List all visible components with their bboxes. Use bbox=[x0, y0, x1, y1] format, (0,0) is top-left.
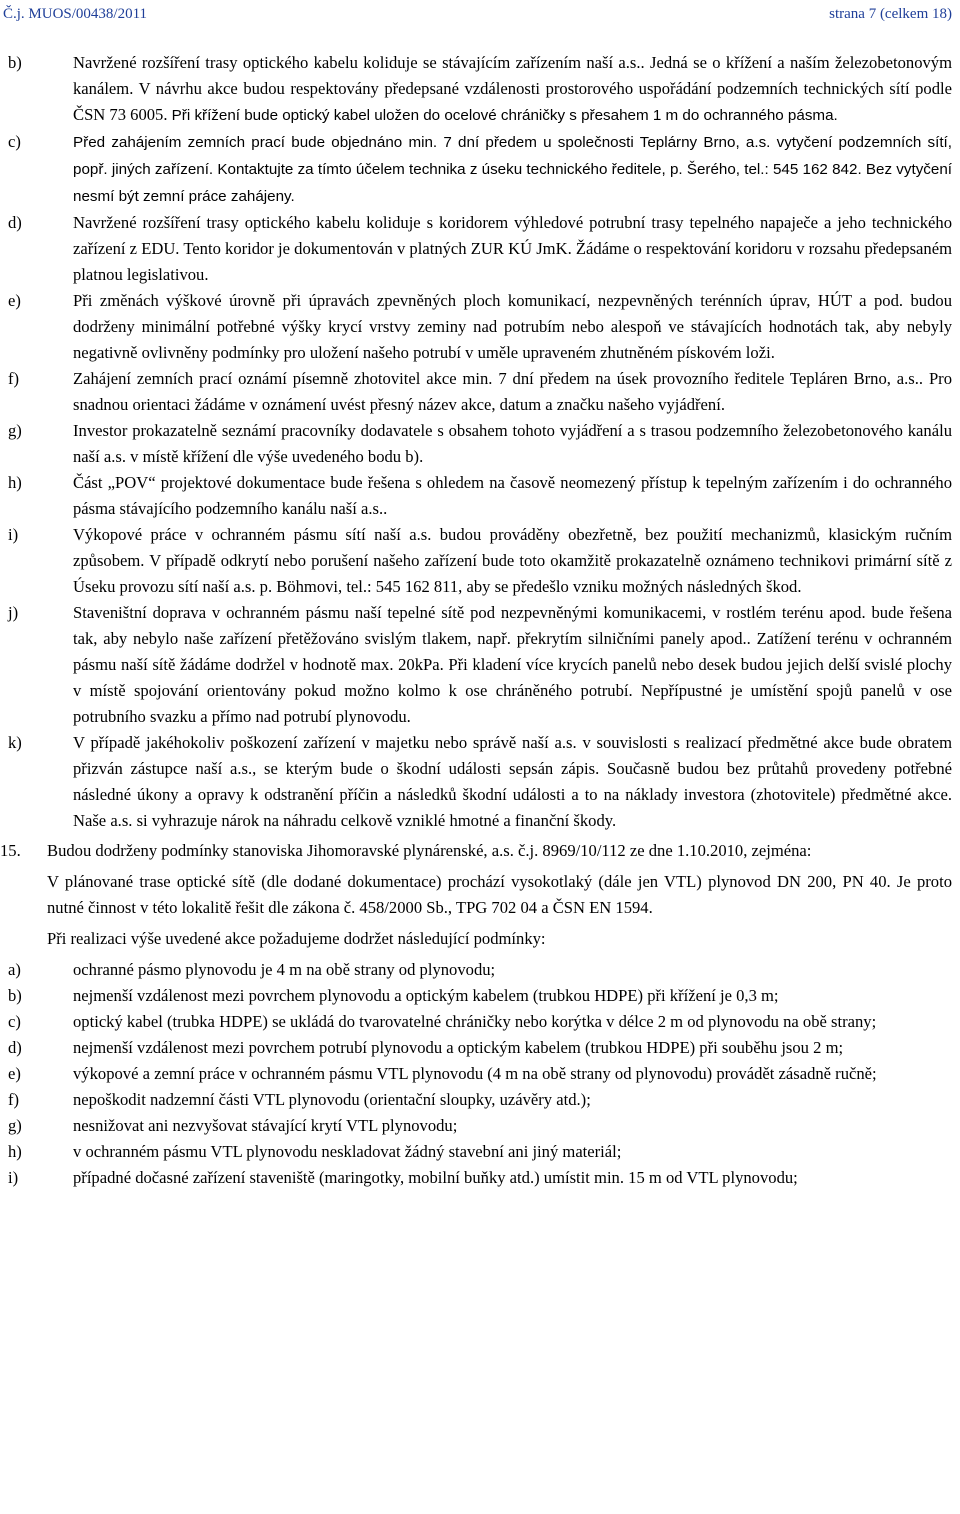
section-15 bbox=[0, 838, 960, 864]
section-number: 15. bbox=[0, 841, 21, 860]
item-label: c) bbox=[8, 1012, 21, 1031]
item-text-sans: Při křížení bude optický kabel uložen do ocelové chráničky s přesahem 1 m do ochranného pásma. bbox=[171, 107, 838, 124]
condition-item-b bbox=[0, 983, 960, 1009]
list-item-h bbox=[0, 470, 960, 522]
item-text: Výkopové práce v ochranném pásmu sítí naší a.s. budou prováděny obezřetně, bez použití mechanizmů, klasickým ručním způsobem. V případě odkrytí nebo porušení našeho zařízení bude toto okamžitě prokazatelně oznámeno technikovi primární sítě z Úseku provozu sítí naší a.s. p. Böhmovi, tel.: 545 162 811, aby se předešlo vzniku možných následných škod. bbox=[73, 525, 952, 596]
item-text: Investor prokazatelně seznámí pracovníky dodavatele s obsahem tohoto vyjádření a s trasou podzemního železobetonového kanálu naší a.s. v místě křížení dle výše uvedeného bodu b). bbox=[73, 421, 952, 466]
item-text: Zahájení zemních prací oznámí písemně zhotovitel akce min. 7 dní předem na úsek provozního ředitele Tepláren Brno, a.s.. Pro snadnou orientaci žádáme v oznámení uvést přesný název akce, datum a značku našeho vyjádření. bbox=[73, 369, 952, 414]
item-text: Před zahájením zemních prací bude objednáno min. 7 dní předem u společnosti Teplárny Brno, a.s. vytyčení podzemních sítí, popř. jiných zařízení. Kontaktujte za tímto účelem technika z úseku technického ředitele, p. Šerého, tel.: 545 162 842. Bez vytyčení nesmí být zemní práce zahájeny. bbox=[73, 134, 952, 205]
item-text: nesnižovat ani nezvyšovat stávající krytí VTL plynovodu; bbox=[73, 1116, 458, 1135]
item-text: Staveništní doprava v ochranném pásmu naší tepelné sítě pod nezpevněnými komunikacemi, v rostlém terénu apod. bude řešena tak, aby nebylo naše zařízení přetěžováno svislým tlakem, např. překrytím silničními panely apod.. Zatížení terénu v ochranném pásmu naší sítě žádáme dodržel v hodnotě max. 20kPa. Při kladení více krycích panelů nebo desek budou jejich delší svislé plochy v místě spojování orientovány pokud možno kolmo k ose chráněného potrubí. Nepřípustné je umístění spojů panelů v ose potrubního svazku a přímo nad potrubí plynovodu. bbox=[73, 603, 952, 726]
list-item-g bbox=[0, 418, 960, 470]
section-paragraph: V plánované trase optické sítě (dle dodané dokumentace) prochází vysokotlaký (dále jen VTL) plynovod DN 200, PN 40. Je proto nutné činnost v této lokalitě řešit dle zákona č. 458/2000 Sb., TPG 702 04 a ČSN EN 1594. bbox=[47, 872, 952, 917]
item-label: h) bbox=[8, 473, 22, 492]
condition-item-a bbox=[0, 957, 960, 983]
item-text: optický kabel (trubka HDPE) se ukládá do tvarovatelné chráničky nebo korýtka v délce 2 m od plynovodu na obě strany; bbox=[73, 1012, 877, 1031]
item-text: Navržené rozšíření trasy optického kabelu koliduje se stávajícím zařízením naší a.s.. Jedná se o křížení a naším železobetonovým kanálem. V návrhu akce budou respektovány předepsané vzdálenosti prostorového uspořádání podzemních technických sítí podle ČSN 73 6005. Při křížení bude optický kabel uložen do ocelové chráničky s přesahem 1 m do ochranného pásma. bbox=[73, 53, 952, 124]
list-item-i bbox=[0, 522, 960, 600]
item-text: v ochranném pásmu VTL plynovodu neskladovat žádný stavební ani jiný materiál; bbox=[73, 1142, 622, 1161]
item-text: nepoškodit nadzemní části VTL plynovodu (orientační sloupky, uzávěry atd.); bbox=[73, 1090, 591, 1109]
item-label: f) bbox=[8, 369, 20, 388]
item-label: i) bbox=[8, 1168, 19, 1187]
document-reference: Č.j. MUOS/00438/2011 bbox=[3, 6, 148, 22]
condition-item-h bbox=[0, 1139, 960, 1165]
item-label: f) bbox=[8, 1090, 20, 1109]
item-label: e) bbox=[8, 291, 21, 310]
condition-item-f bbox=[0, 1087, 960, 1113]
item-label: g) bbox=[8, 421, 22, 440]
condition-item-c bbox=[0, 1009, 960, 1035]
list-item-k bbox=[0, 730, 960, 834]
item-text: nejmenší vzdálenost mezi povrchem plynovodu a optickým kabelem (trubkou HDPE) při křížení je 0,3 m; bbox=[73, 986, 779, 1005]
condition-item-e bbox=[0, 1061, 960, 1087]
condition-item-g bbox=[0, 1113, 960, 1139]
item-text: V případě jakéhokoliv poškození zařízení v majetku nebo správě naší a.s. v souvislosti s realizací předmětné akce bude obratem přizván zástupce naší a.s., se kterým bude o škodní události sepsán zápis. Současně budou bez průtahů provedeny potřebné následné úkony a opravy k odstranění příčin a následků škodní události a to na náklady investora (zhotovitele) předmětné akce. Naše a.s. si vyhrazuje nárok na náhradu celkově vzniklé hmotné a finanční škody. bbox=[73, 733, 952, 830]
item-label: d) bbox=[8, 1038, 22, 1057]
item-label: e) bbox=[8, 1064, 21, 1083]
section-text: Budou dodrženy podmínky stanoviska Jihomoravské plynárenské, a.s. č.j. 8969/10/112 ze dne 1.10.2010, zejména: bbox=[47, 841, 812, 860]
page-number: strana 7 (celkem 18) bbox=[829, 6, 952, 22]
condition-item-i bbox=[0, 1165, 960, 1191]
list-item-e bbox=[0, 288, 960, 366]
list-item-j bbox=[0, 600, 960, 730]
list-item-d bbox=[0, 210, 960, 288]
item-text: případné dočasné zařízení staveniště (maringotky, mobilní buňky atd.) umístit min. 15 m od VTL plynovodu; bbox=[73, 1168, 798, 1187]
list-item-c bbox=[0, 129, 960, 210]
item-text: Při změnách výškové úrovně při úpravách zpevněných ploch komunikací, nezpevněných terénních úprav, HÚT a pod. budou dodrženy minimální potřebné výšky krycí vrstvy zeminy nad potrubím nebo alespoň ve stávajících hodnotách tak, aby nebyly negativně ovlivněny podmínky pro uložení našeho potrubí v uměle upraveném zhutněném pískovém loži. bbox=[73, 291, 952, 362]
item-label: b) bbox=[8, 53, 22, 72]
item-label: i) bbox=[8, 525, 19, 544]
item-label: b) bbox=[8, 986, 22, 1005]
item-text: výkopové a zemní práce v ochranném pásmu VTL plynovodu (4 m na obě strany od plynovodu) provádět zásadně ručně; bbox=[73, 1064, 877, 1083]
document-body bbox=[0, 50, 960, 1191]
item-label: k) bbox=[8, 733, 22, 752]
item-label: a) bbox=[8, 960, 21, 979]
list-item-f bbox=[0, 366, 960, 418]
page-header bbox=[0, 0, 960, 30]
item-text: Část „POV“ projektové dokumentace bude řešena s ohledem na časově neomezený přístup k tepelným zařízením i do ochranného pásma stávajícího podzemního kanálu naší a.s.. bbox=[73, 473, 952, 518]
item-text: nejmenší vzdálenost mezi povrchem potrubí plynovodu a optickým kabelem (trubkou HDPE) při souběhu jsou 2 m; bbox=[73, 1038, 844, 1057]
item-text: Navržené rozšíření trasy optického kabelu koliduje s koridorem výhledové potrubní trasy tepelného napaječe a jeho technického zařízení z EDU. Tento koridor je dokumentován v platných ZUR KÚ JmK. Žádáme o respektování koridoru v rozsahu předepsaném platnou legislativou. bbox=[73, 213, 952, 284]
item-label: d) bbox=[8, 213, 22, 232]
item-label: c) bbox=[8, 132, 21, 151]
item-label: g) bbox=[8, 1116, 22, 1135]
item-text: ochranné pásmo plynovodu je 4 m na obě strany od plynovodu; bbox=[73, 960, 496, 979]
list-item-b bbox=[0, 50, 960, 129]
section-paragraph: Při realizaci výše uvedené akce požadujeme dodržet následující podmínky: bbox=[47, 929, 546, 948]
condition-item-d bbox=[0, 1035, 960, 1061]
item-label: j) bbox=[8, 603, 19, 622]
item-label: h) bbox=[8, 1142, 22, 1161]
